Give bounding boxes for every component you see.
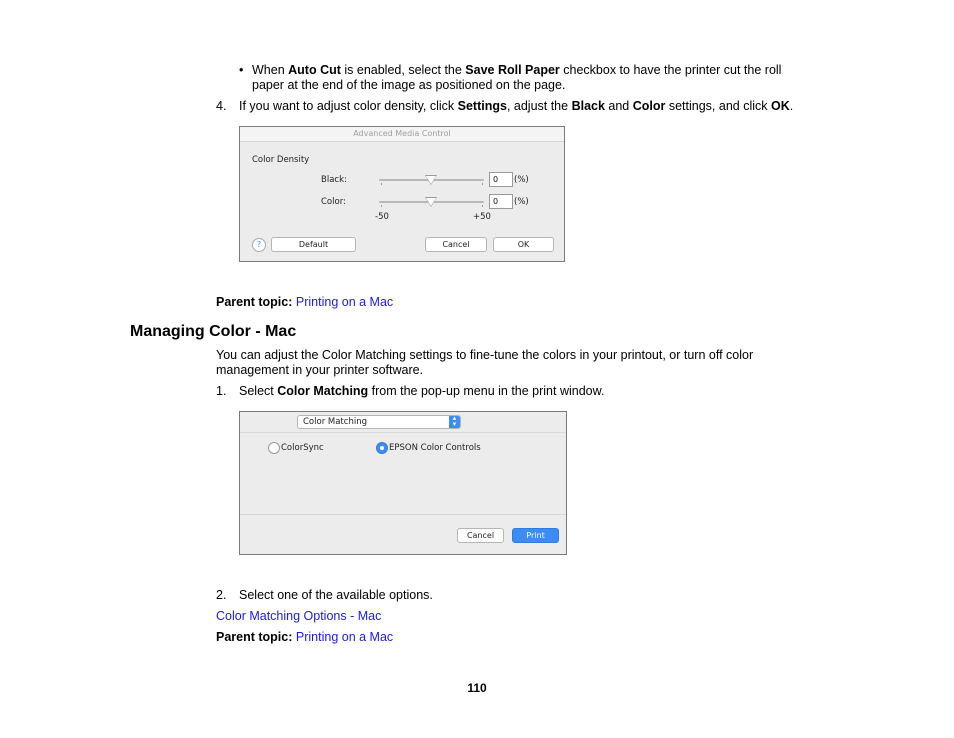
black-unit-label: (%) (514, 175, 529, 185)
parent-topic-link[interactable]: Printing on a Mac (295, 295, 394, 309)
bullet-text-post: checkbox to have the printer cut the roll (559, 63, 782, 77)
step1-number: 1. (216, 384, 227, 398)
bullet-save-roll: Save Roll Paper (465, 63, 560, 77)
bullet-mark: • (239, 63, 244, 77)
popup-chevron-icon: ▴ ▾ (449, 416, 460, 428)
bullet-text-pre: When (252, 63, 289, 77)
bullet-text-mid: is enabled, select the (340, 63, 466, 77)
divider (240, 432, 566, 433)
print-button[interactable]: Print (512, 528, 559, 543)
step2-number: 2. (216, 588, 227, 602)
section-intro-line1: You can adjust the Color Matching settings to fine-tune the colors in your printout, or turn off color (216, 348, 754, 362)
step1-bold: Color Matching (277, 384, 369, 398)
color-matching-options-link[interactable]: Color Matching Options - Mac (216, 609, 382, 623)
step1-post: from the pop-up menu in the print window. (368, 384, 605, 398)
parent-topic-label: Parent topic: (216, 295, 293, 309)
section-heading: Managing Color - Mac (130, 323, 297, 340)
divider (240, 514, 566, 515)
step4-text (239, 99, 793, 114)
parent-topic-1 (216, 295, 393, 310)
epson-color-controls-label: EPSON Color Controls (389, 443, 481, 453)
step4-mid2: and (604, 99, 633, 113)
step1-pre: Select (239, 384, 278, 398)
color-matching-screenshot (239, 411, 567, 555)
step4-pre: If you want to adjust color density, click (239, 99, 458, 113)
black-label: Black: (321, 175, 347, 185)
step4-number: 4. (216, 99, 227, 113)
cancel-button[interactable]: Cancel (425, 237, 487, 252)
bullet-auto-cut: Auto Cut (288, 63, 341, 77)
black-value-field[interactable]: 0 (489, 172, 513, 187)
parent-topic-2 (216, 630, 393, 645)
section-intro-line2: management in your printer software. (216, 363, 424, 377)
advanced-media-control-screenshot (239, 126, 565, 262)
step2-text: Select one of the available options. (239, 588, 433, 602)
step4-ok: OK (770, 99, 790, 113)
bullet-text-line1 (252, 63, 781, 78)
colorsync-label: ColorSync (281, 443, 324, 453)
panel-popup-menu[interactable] (297, 415, 461, 429)
color-unit-label: (%) (514, 197, 529, 207)
dialog-title: Advanced Media Control (240, 127, 564, 142)
color-slider-tick (381, 205, 382, 207)
step4-black: Black (571, 99, 605, 113)
epson-color-controls-radio[interactable] (376, 442, 388, 454)
step4-mid3: settings, and click (665, 99, 771, 113)
color-slider-tick (482, 205, 483, 207)
step4-color: Color (632, 99, 666, 113)
slider-min-label: -50 (375, 212, 389, 222)
popup-value: Color Matching (303, 417, 367, 427)
step4-settings: Settings (457, 99, 507, 113)
ok-button[interactable]: OK (493, 237, 554, 252)
slider-max-label: +50 (473, 212, 491, 222)
parent-topic-label: Parent topic: (216, 630, 293, 644)
black-slider-thumb[interactable] (426, 176, 436, 184)
step1-text (239, 384, 604, 399)
page-number: 110 (467, 681, 487, 695)
step4-mid1: , adjust the (506, 99, 572, 113)
color-density-label: Color Density (252, 155, 310, 165)
cancel-button[interactable]: Cancel (457, 528, 504, 543)
colorsync-radio[interactable] (268, 442, 280, 454)
color-label: Color: (321, 197, 346, 207)
bullet-text-line2: paper at the end of the image as positioned on the page. (252, 78, 566, 92)
default-button[interactable]: Default (271, 237, 356, 252)
black-slider-tick (482, 183, 483, 185)
black-slider-tick (381, 183, 382, 185)
color-value-field[interactable]: 0 (489, 194, 513, 209)
help-icon[interactable]: ? (252, 238, 266, 252)
color-slider-thumb[interactable] (426, 198, 436, 206)
step4-end: . (789, 99, 794, 113)
parent-topic-link[interactable]: Printing on a Mac (295, 630, 394, 644)
